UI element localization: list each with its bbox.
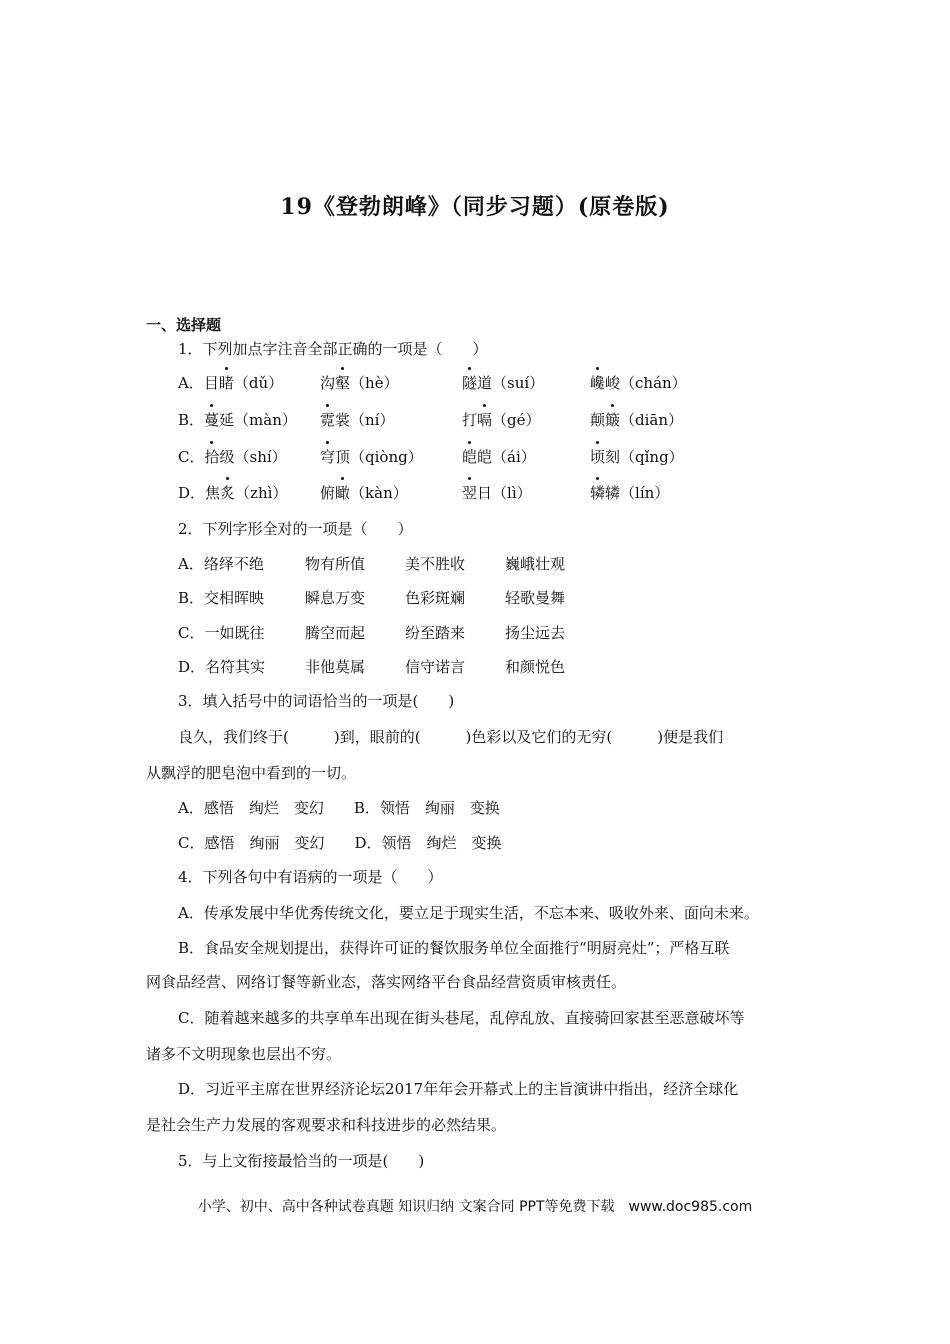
q4-option-a: A．传承发展中华优秀传统文化，要立足于现实生活，不忘本来、吸收外来、面向未来。: [178, 904, 759, 922]
option-text: D．焦: [178, 484, 221, 502]
dotted-character: 炙: [220, 484, 236, 502]
option-text: 沟: [320, 374, 336, 392]
q3-stem: 3．填入括号中的词语恰当的一项是( ): [178, 692, 455, 710]
option-pinyin: （diān）: [620, 411, 684, 429]
option-text: 颠: [590, 411, 606, 429]
option-pinyin: 顶（qiòng）: [335, 448, 423, 466]
option-pinyin: （dǔ）: [233, 374, 284, 392]
q1-option-item: [590, 372, 687, 393]
option-pinyin: 峻（chán）: [605, 374, 687, 392]
dotted-character: 霓: [320, 411, 336, 429]
q1-option-item: [462, 446, 536, 467]
footer-text: 小学、初中、高中各种试卷真题 知识归纳 文案合同 PPT等免费下载 www.doc985.com: [197, 1199, 753, 1215]
dotted-character: 簸: [605, 411, 621, 429]
dotted-character: 辚: [590, 484, 606, 502]
q1-option-item: [320, 409, 394, 430]
q2-option-word: 和颜悦色: [505, 658, 566, 676]
q2-option-word: 非他莫属: [305, 658, 366, 676]
dotted-character: 睹: [218, 374, 234, 392]
q2-option-word: C．一如既往: [178, 624, 265, 642]
q2-option-word: 巍峨壮观: [505, 555, 566, 573]
dotted-character: 顷: [590, 448, 606, 466]
q1-option-item: [320, 372, 399, 393]
q5-stem: 5．与上文衔接最恰当的一项是( ): [178, 1152, 425, 1170]
option-pinyin: 日（lì）: [477, 484, 532, 502]
option-pinyin: （zhì）: [235, 484, 288, 502]
dotted-character: 壑: [335, 374, 351, 392]
q1-option-item: [590, 446, 684, 467]
dotted-character: 穹: [320, 448, 336, 466]
q1-option-item: [178, 446, 287, 467]
section-heading: 一、选择题: [146, 316, 222, 334]
q1-option-item: [178, 409, 297, 430]
q3-passage-line2: 从飘浮的肥皂泡中看到的一切。: [146, 764, 357, 782]
q2-option-word: 纷至踏来: [405, 624, 466, 642]
option-pinyin: 道（suí）: [477, 374, 545, 392]
q1-option-item: [462, 482, 532, 503]
option-pinyin: 裳（ní）: [335, 411, 395, 429]
dotted-character: 隧: [462, 374, 478, 392]
q3-options-ab: A．感悟 绚烂 变幻 B．领悟 绚丽 变换: [178, 799, 500, 817]
q2-option-word: A．络绎不绝: [178, 555, 264, 573]
option-text: 俯: [320, 484, 336, 502]
q4-option-c-line2: 诸多不文明现象也层出不穷。: [146, 1045, 342, 1063]
option-text: C．: [178, 448, 205, 466]
q2-option-word: 腾空而起: [305, 624, 366, 642]
q2-option-word: 扬尘远去: [505, 624, 566, 642]
q4-stem: 4．下列各句中有语病的一项是（ ）: [178, 868, 443, 886]
option-pinyin: （kàn）: [350, 484, 408, 502]
q1-option-item: [178, 372, 283, 393]
dotted-character: 瞰: [335, 484, 351, 502]
q2-option-word: 信守诺言: [405, 658, 466, 676]
dotted-character: 蔓: [204, 411, 220, 429]
q1-option-item: [178, 482, 287, 503]
dotted-character: 拾: [204, 448, 220, 466]
q1-option-item: [590, 409, 683, 430]
option-pinyin: 级（shí）: [219, 448, 287, 466]
q1-option-item: [320, 482, 408, 503]
q3-passage-line1: 良久，我们终于( )到，眼前的( )色彩以及它们的无穷( )便是我们: [178, 728, 724, 746]
q4-option-b-line1: B．食品安全规划提出，获得许可证的餐饮服务单位全面推行“明厨亮灶”；严格互联: [178, 939, 730, 957]
dotted-character: 嗝: [477, 411, 493, 429]
dotted-character: 巉: [590, 374, 606, 392]
dotted-character: 翌: [462, 484, 478, 502]
dotted-character: 皑: [462, 448, 478, 466]
q2-option-word: 色彩斑斓: [405, 589, 466, 607]
q1-option-item: [320, 446, 423, 467]
q2-option-word: D．名符其实: [178, 658, 266, 676]
q2-option-word: 物有所值: [305, 555, 366, 573]
option-pinyin: （hè）: [350, 374, 399, 392]
q2-option-word: 瞬息万变: [305, 589, 366, 607]
q4-option-b-line2: 网食品经营、网络订餐等新业态，落实网络平台食品经营资质审核责任。: [146, 973, 627, 991]
q2-stem: 2．下列字形全对的一项是（ ）: [178, 520, 413, 538]
option-text: B．: [178, 411, 205, 429]
q1-option-item: [462, 372, 544, 393]
q4-option-c-line1: C．随着越来越多的共享单车出现在街头巷尾，乱停乱放、直接骑回家甚至恶意破坏等: [178, 1009, 745, 1027]
q2-option-word: 美不胜收: [405, 555, 466, 573]
q3-options-cd: C．感悟 绚丽 变幻 D．领悟 绚烂 变换: [178, 834, 502, 852]
option-pinyin: 延（màn）: [219, 411, 297, 429]
q1-stem: 1．下列加点字注音全部正确的一项是（ ）: [178, 340, 488, 358]
option-text: A．目: [178, 374, 219, 392]
q4-option-d-line1: D．习近平主席在世界经济论坛2017年年会开幕式上的主旨演讲中指出，经济全球化: [178, 1080, 739, 1098]
q2-option-word: 轻歌曼舞: [505, 589, 566, 607]
option-pinyin: 皑（ái）: [477, 448, 536, 466]
option-pinyin: （gé）: [492, 411, 541, 429]
q1-option-item: [590, 482, 669, 503]
option-text: 打: [462, 411, 478, 429]
page-title: 19《登勃朗峰》（同步习题）(原卷版): [280, 194, 670, 220]
q2-option-word: B．交相晖映: [178, 589, 265, 607]
option-pinyin: 刻（qǐng）: [605, 448, 684, 466]
q1-option-item: [462, 409, 541, 430]
q4-option-d-line2: 是社会生产力发展的客观要求和科技进步的必然结果。: [146, 1116, 507, 1134]
option-pinyin: 辚（lín）: [605, 484, 670, 502]
